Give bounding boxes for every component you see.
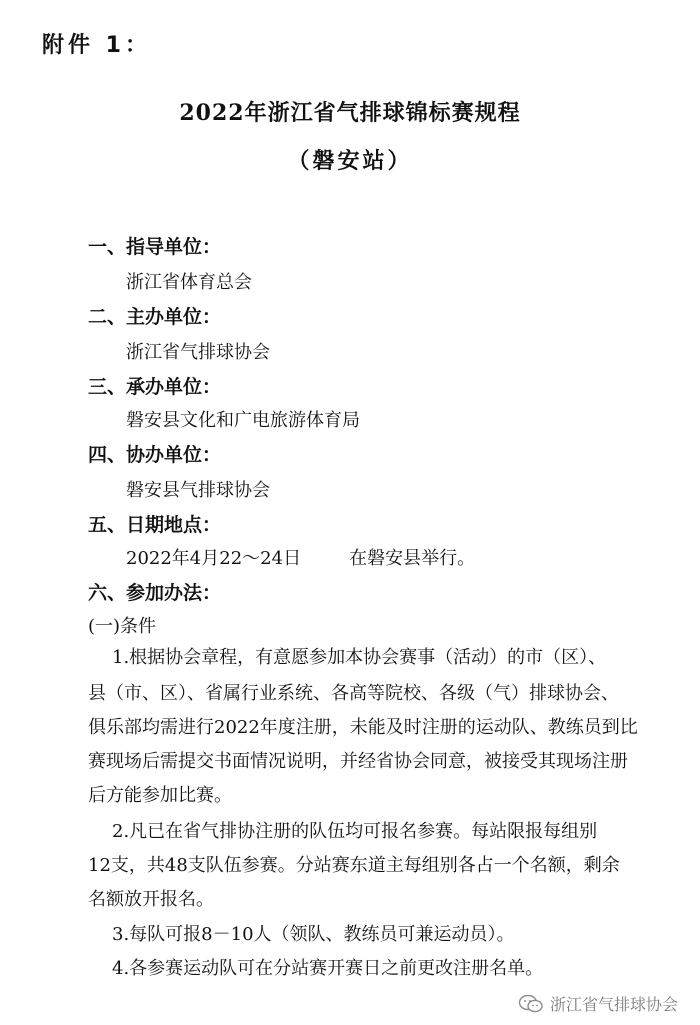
section-heading-guidance: 一、指导单位：	[88, 236, 222, 258]
paragraph-line: 2.凡已在省气排协注册的队伍均可报名参赛。每站限报每组别	[112, 821, 598, 842]
section-content-guidance: 浙江省体育总会	[126, 272, 252, 293]
section-content-host: 磐安县文化和广电旅游体育局	[126, 410, 360, 431]
paragraph-line: 4.各参赛运动队可在分站赛开赛日之前更改注册名单。	[112, 958, 544, 979]
paragraph-line: 赛现场后需提交书面情况说明，并经省协会同意，被接受其现场注册	[88, 751, 628, 772]
attachment-label: 附件 1：	[42, 33, 151, 58]
paragraph-line: 后方能参加比赛。	[88, 785, 232, 806]
wechat-watermark	[518, 992, 678, 1015]
sub-heading-conditions: (一)条件	[88, 616, 157, 637]
section-content-date-place	[126, 544, 475, 570]
section-heading-date-place: 五、日期地点：	[88, 514, 222, 536]
paragraph-line: 名额放开报名。	[88, 889, 214, 910]
event-date: 2022年4月22～24日	[126, 548, 302, 569]
paragraph-line: 1.根据协会章程，有意愿参加本协会赛事（活动）的市（区）、	[112, 647, 607, 668]
paragraph-line: 12支，共48支队伍参赛。分站赛东道主每组别各占一个名额，剩余	[88, 855, 620, 876]
wechat-icon	[518, 994, 544, 1014]
section-heading-co-organizer: 四、协办单位：	[88, 444, 222, 466]
document-title: 2022年浙江省气排球锦标赛规程	[179, 100, 521, 126]
section-content-co-organizer: 磐安县气排球协会	[126, 480, 270, 501]
section-content-organizer: 浙江省气排球协会	[126, 342, 270, 363]
paragraph-line: 3.每队可报8－10人（领队、教练员可兼运动员）。	[112, 924, 515, 945]
section-heading-host: 三、承办单位：	[88, 376, 222, 398]
watermark-text: 浙江省气排球协会	[549, 995, 678, 1014]
paragraph-line: 俱乐部均需进行2022年度注册，未能及时注册的运动队、教练员到比	[88, 717, 638, 738]
paragraph-line: 县（市、区）、省属行业系统、各高等院校、各级（气）排球协会、	[88, 683, 619, 704]
section-heading-organizer: 二、主办单位：	[88, 306, 222, 328]
section-heading-participation: 六、参加办法：	[88, 582, 222, 604]
document-subtitle: （磐安站）	[287, 148, 413, 174]
event-place: 在磐安县举行。	[349, 548, 476, 569]
